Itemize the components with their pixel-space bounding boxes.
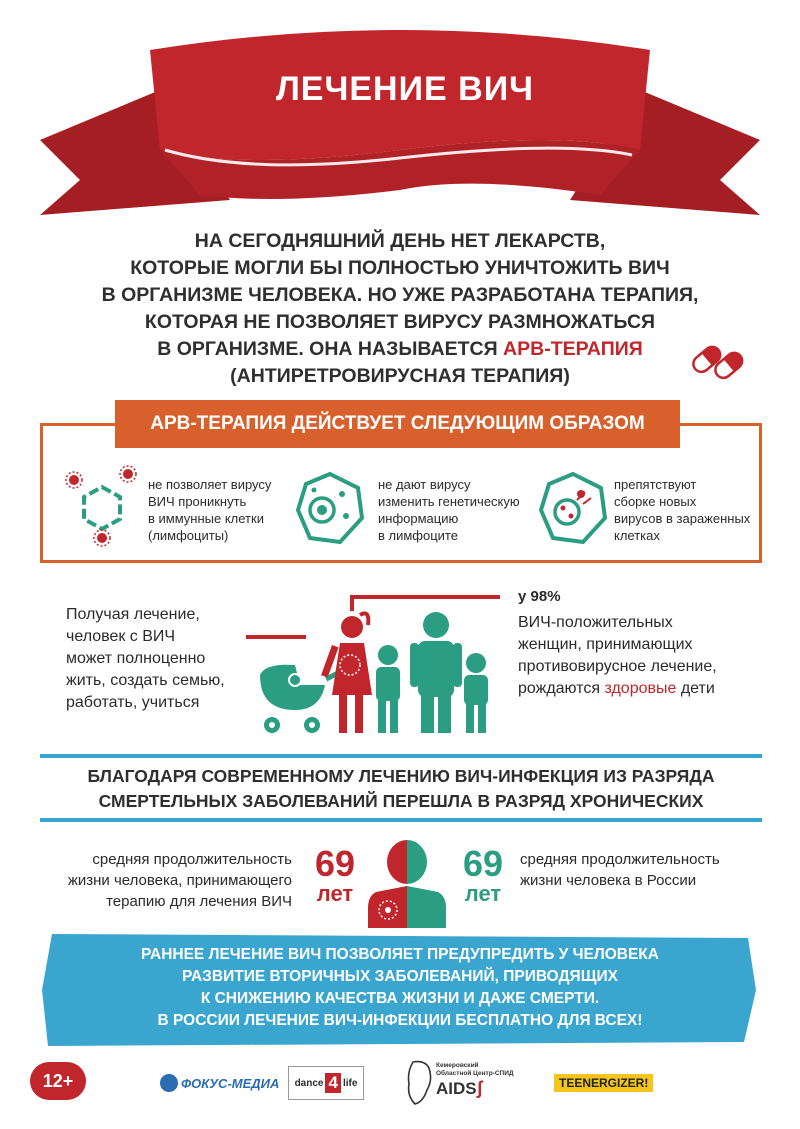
banner-line: РАЗВИТИЕ ВТОРИЧНЫХ ЗАБОЛЕВАНИЙ, ПРИВОДЯЩИХ: [182, 968, 618, 985]
pills-icon: [688, 330, 748, 390]
life-line: жизни человека, принимающего: [67, 872, 292, 889]
family-line: [518, 678, 738, 700]
chronic-line: БЛАГОДАРЯ СОВРЕМЕННОМУ ЛЕЧЕНИЮ ВИЧ-ИНФЕКЦИЯ ИЗ РАЗРЯДА: [87, 766, 715, 786]
family-line: ВИЧ-положительных: [518, 614, 673, 631]
intro-line: КОТОРЫЕ МОГЛИ БЫ ПОЛНОСТЬЮ УНИЧТОЖИТЬ ВИЧ: [130, 257, 670, 279]
focus-media-text: ФОКУС-МЕДИА: [181, 1075, 280, 1091]
child-icon: [464, 653, 488, 733]
mechanism-line: изменить генетическую: [378, 494, 520, 509]
virus-cell-icon: [62, 462, 142, 547]
mechanism-line: информацию: [378, 511, 459, 526]
dance-text: dance: [294, 1077, 324, 1089]
teenergizer-logo: TEENERGIZER!: [554, 1074, 653, 1092]
aids-main-text: AIDS: [436, 1079, 477, 1098]
mother-icon: [321, 613, 372, 733]
mechanism-line: ВИЧ проникнуть: [148, 494, 247, 509]
intro-text: [60, 228, 740, 390]
life-text: life: [342, 1077, 358, 1089]
chronic-heading: [40, 764, 762, 814]
mechanism-text-1: [148, 476, 288, 544]
family-line: Получая лечение,: [66, 606, 200, 623]
life-left-text: [40, 849, 292, 912]
life-line: средняя продолжительность: [92, 851, 292, 868]
percent-label: у 98%: [518, 588, 561, 605]
life-left-unit: лет: [316, 881, 354, 906]
mechanism-line: не дают вирусу: [378, 477, 471, 492]
family-illustration: [240, 585, 515, 745]
region-map-icon: [405, 1060, 435, 1106]
infected-cell-icon: [533, 468, 613, 548]
person-half-icon: [366, 838, 448, 928]
mechanism-line: в лимфоците: [378, 528, 458, 543]
family-line-suffix: дети: [676, 680, 715, 697]
life-left-value: 69: [314, 843, 356, 884]
mechanism-line: клетках: [614, 528, 660, 543]
life-line: жизни человека в России: [520, 872, 697, 889]
aids-main: [436, 1078, 536, 1099]
mechanism-line: препятствуют: [614, 477, 697, 492]
intro-line: НА СЕГОДНЯШНИЙ ДЕНЬ НЕТ ЛЕКАРСТВ,: [194, 230, 606, 252]
mechanism-line: вирусов в зараженных: [614, 511, 751, 526]
family-right-text: [518, 612, 738, 700]
family-line: противовирусное лечение,: [518, 658, 717, 675]
life-right-value: 69: [462, 843, 504, 884]
life-line: терапию для лечения ВИЧ: [106, 893, 292, 910]
mechanism-line: в иммунные клетки: [148, 511, 264, 526]
child-icon: [376, 645, 400, 733]
globe-icon: [160, 1074, 178, 1092]
intro-line: [60, 336, 740, 363]
mechanism-text-3: [614, 476, 754, 544]
aids-line: Областной Центр-СПИД: [436, 1070, 514, 1077]
ribbon-icon: ʃ: [476, 1078, 483, 1098]
mechanism-line: не позволяет вирусу: [148, 477, 272, 492]
mechanism-line: сборке новых: [614, 494, 697, 509]
chronic-line: СМЕРТЕЛЬНЫХ ЗАБОЛЕВАНИЙ ПЕРЕШЛА В РАЗРЯД ХРОНИЧЕСКИХ: [98, 791, 704, 811]
dance4life-logo: [288, 1066, 364, 1100]
father-icon: [410, 612, 462, 733]
mechanism-line: (лимфоциты): [148, 528, 229, 543]
family-line: работать, учиться: [66, 694, 200, 711]
intro-line5-prefix: В ОРГАНИЗМЕ. ОНА НАЗЫВАЕТСЯ: [157, 338, 504, 360]
aids-center-logo: [436, 1062, 536, 1099]
ribbon-banner: [0, 0, 800, 230]
intro-line: В ОРГАНИЗМЕ ЧЕЛОВЕКА. НО УЖЕ РАЗРАБОТАНА ТЕРАПИЯ,: [101, 284, 699, 306]
banner-line: РАННЕЕ ЛЕЧЕНИЕ ВИЧ ПОЗВОЛЯЕТ ПРЕДУПРЕДИТЬ У ЧЕЛОВЕКА: [141, 946, 659, 963]
family-left-text: [66, 604, 246, 714]
intro-line: (АНТИРЕТРОВИРУСНАЯ ТЕРАПИЯ): [230, 365, 570, 387]
banner-text: [70, 944, 730, 1032]
mechanism-text-2: [378, 476, 528, 544]
aids-line: Кемеровский: [436, 1062, 479, 1069]
pointer-line: [350, 595, 500, 599]
arv-highlight: АРВ-ТЕРАПИЯ: [503, 338, 643, 360]
life-right-text: [520, 849, 770, 891]
divider-top: [40, 754, 762, 758]
focus-media-logo: [160, 1072, 279, 1094]
family-line: человек с ВИЧ: [66, 628, 176, 645]
family-line: может полноценно: [66, 650, 206, 667]
dance-number: 4: [325, 1073, 340, 1093]
page-title: ЛЕЧЕНИЕ ВИЧ: [275, 70, 535, 108]
family-line: женщин, принимающих: [518, 636, 693, 653]
age-rating-badge: 12+: [30, 1062, 86, 1100]
banner-line: В РОССИИ ЛЕЧЕНИЕ ВИЧ-ИНФЕКЦИИ БЕСПЛАТНО ДЛЯ ВСЕХ!: [157, 1012, 643, 1029]
life-line: средняя продолжительность: [520, 851, 720, 868]
family-line: жить, создать семью,: [66, 672, 225, 689]
life-right-unit: лет: [464, 881, 502, 906]
family-line-prefix: рождаются: [518, 680, 605, 697]
healthy-highlight: здоровые: [604, 680, 677, 697]
arv-header: АРВ-ТЕРАПИЯ ДЕЙСТВУЕТ СЛЕДУЮЩИМ ОБРАЗОМ: [115, 400, 680, 448]
divider-bottom: [40, 818, 762, 822]
intro-line: КОТОРАЯ НЕ ПОЗВОЛЯЕТ ВИРУСУ РАЗМНОЖАТЬСЯ: [144, 311, 656, 333]
cell-nucleus-icon: [290, 468, 370, 548]
banner-line: К СНИЖЕНИЮ КАЧЕСТВА ЖИЗНИ И ДАЖЕ СМЕРТИ.: [200, 990, 600, 1007]
